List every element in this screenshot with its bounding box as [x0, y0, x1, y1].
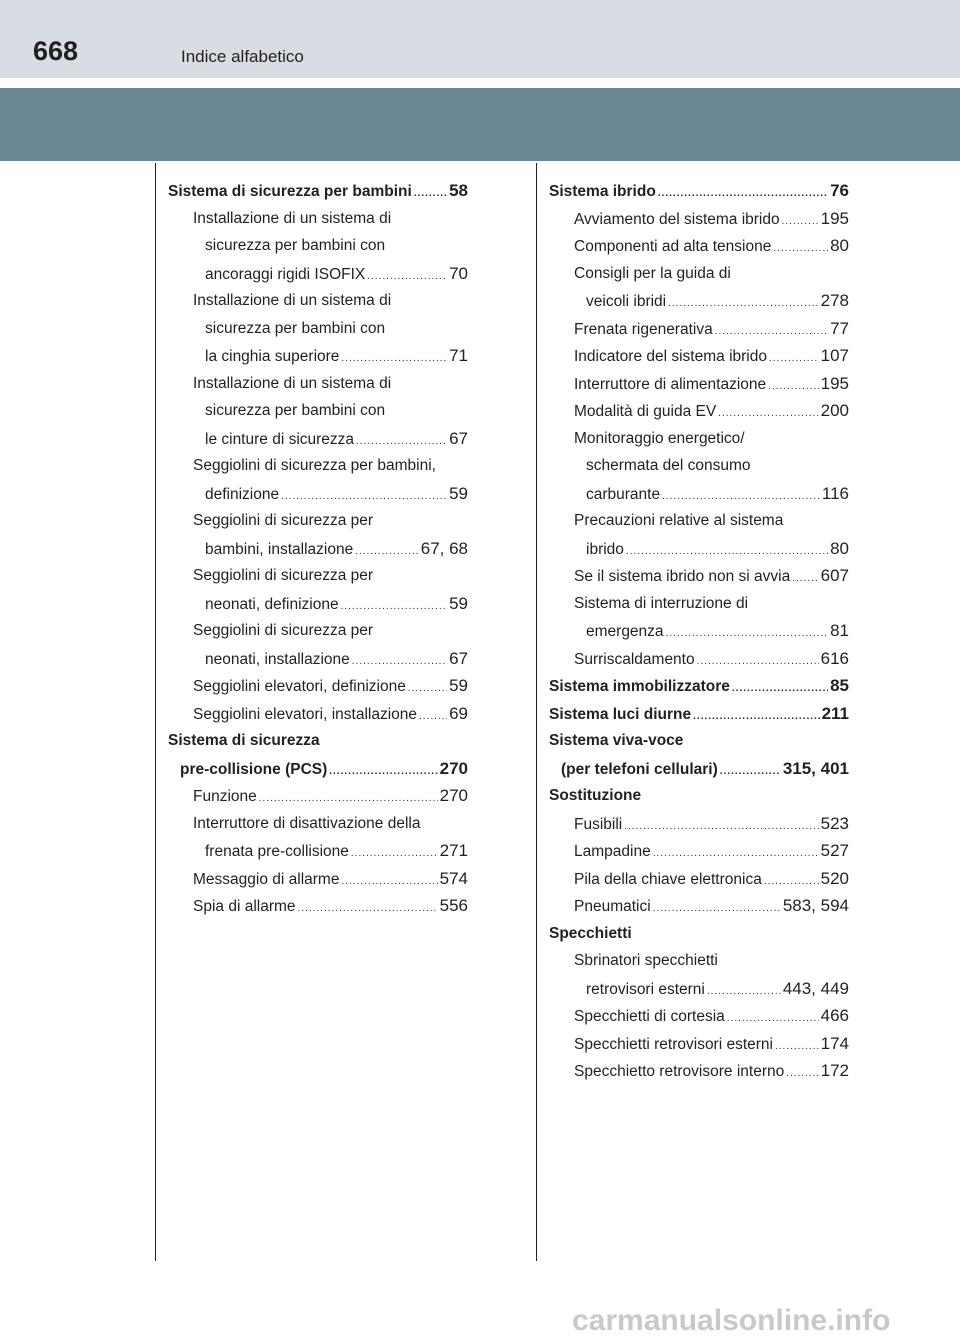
index-sub-entry [168, 672, 468, 700]
entry-text: sicurezza per bambini con [205, 237, 386, 254]
dot-leader [782, 208, 819, 236]
dot-leader [355, 538, 419, 566]
index-sub-entry [549, 205, 849, 233]
entry-text: Monitoraggio energetico/ [574, 429, 745, 447]
dot-leader [281, 483, 447, 511]
page-reference: 520 [820, 868, 849, 888]
entry-text: Installazione di un sistema di [193, 374, 392, 392]
entry-text: Funzione [193, 788, 257, 805]
page-reference: 71 [449, 346, 468, 365]
page-reference: 58 [449, 181, 468, 200]
index-sub-entry [168, 562, 468, 590]
entry-text: le cinture di sicurezza [205, 430, 355, 448]
index-sub-entry [549, 452, 849, 480]
dot-leader [668, 290, 819, 318]
index-sub-entry [168, 535, 468, 563]
page-reference: 67 [449, 648, 468, 668]
entry-text: pre-collisione (PCS) [180, 760, 328, 778]
dot-leader [341, 593, 448, 621]
entry-text: (per telefoni cellulari) [561, 760, 718, 778]
entry-text: Fusibili [574, 815, 623, 833]
entry-text: neonati, definizione [205, 595, 339, 613]
entry-text: Pneumatici [574, 898, 651, 915]
entry-text: retrovisori esterni [586, 980, 705, 998]
index-sub-entry [549, 260, 849, 288]
dot-leader [367, 263, 447, 291]
dot-leader [715, 318, 828, 346]
index-sub-entry [549, 232, 849, 260]
entry-text: Interruttore di disattivazione della [193, 814, 421, 832]
dot-leader [764, 868, 819, 896]
index-main-entry [549, 672, 849, 700]
page-reference: 70 [449, 263, 468, 283]
index-sub-entry [549, 370, 849, 398]
index-sub-entry [168, 287, 468, 315]
entry-text: Sistema ibrido [549, 183, 656, 200]
page-reference: 574 [439, 868, 468, 888]
index-sub-entry [549, 837, 849, 865]
index-sub-entry [168, 590, 468, 618]
index-sub-entry [549, 810, 849, 838]
page-reference: 195 [820, 373, 849, 393]
index-sub-entry [168, 260, 468, 288]
entry-text: Sbrinatori specchietti [574, 952, 718, 969]
entry-text: Sistema di sicurezza per bambini [168, 183, 412, 200]
page-reference: 81 [830, 621, 849, 640]
dot-leader [298, 895, 438, 923]
dot-leader [259, 785, 438, 813]
dot-leader [792, 565, 818, 593]
page-reference: 174 [820, 1033, 849, 1053]
dot-leader [626, 538, 828, 566]
entry-text: Specchietti retrovisori esterni [574, 1035, 773, 1053]
header-band [0, 0, 960, 78]
index-sub-entry [549, 287, 849, 315]
entry-text: sicurezza per bambini con [205, 319, 386, 337]
entry-text: Se il sistema ibrido non si avvia [574, 568, 791, 585]
dot-leader [769, 345, 819, 373]
dot-leader [666, 620, 829, 648]
index-sub-entry [168, 782, 468, 810]
entry-text: Pila della chiave elettronica [574, 870, 762, 888]
entry-text: emergenza [586, 623, 664, 640]
page-reference: 443, 449 [782, 978, 849, 998]
entry-text: Specchietto retrovisore interno [574, 1063, 785, 1080]
entry-text: Frenata rigenerativa [574, 320, 713, 338]
page-reference: 67 [449, 428, 468, 448]
page-reference: 583, 594 [782, 896, 849, 915]
entry-text: veicoli ibridi [586, 293, 667, 310]
dot-leader [720, 758, 781, 786]
dot-leader [653, 840, 819, 868]
page-reference: 85 [830, 676, 849, 695]
index-main-entry [549, 782, 849, 810]
index-sub-entry [168, 507, 468, 535]
entry-text: Avviamento del sistema ibrido [574, 210, 780, 228]
dot-leader [329, 758, 437, 786]
index-column-right [549, 177, 849, 1085]
page-reference: 67, 68 [420, 538, 468, 558]
dot-leader [768, 373, 818, 401]
page-number: 668 [33, 36, 79, 66]
index-sub-entry [549, 947, 849, 975]
entry-text: Spia di allarme [193, 898, 296, 915]
index-main-entry [168, 177, 468, 205]
column-divider-right [536, 163, 537, 1261]
dot-leader [658, 180, 828, 208]
entry-text: Seggiolini di sicurezza per [193, 622, 374, 639]
page-reference: 69 [449, 703, 468, 723]
entry-text: Sostituzione [549, 787, 642, 804]
dot-leader [786, 1060, 818, 1088]
index-sub-entry [168, 837, 468, 865]
entry-text: Seggiolini elevatori, installazione [193, 705, 418, 723]
dot-leader [341, 868, 437, 896]
index-sub-entry [168, 755, 468, 783]
entry-text: Specchietti [549, 924, 632, 942]
entry-text: ancoraggi rigidi ISOFIX [205, 265, 366, 283]
entry-text: Seggiolini di sicurezza per [193, 512, 374, 529]
entry-text: Interruttore di alimentazione [574, 375, 767, 393]
index-sub-entry [168, 370, 468, 398]
entry-text: Sistema luci diurne [549, 705, 692, 723]
page-reference: 315, 401 [782, 758, 849, 778]
page-reference: 76 [830, 181, 849, 200]
index-sub-entry [168, 645, 468, 673]
index-sub-entry [168, 617, 468, 645]
index-column-left [168, 177, 468, 920]
index-sub-entry [549, 562, 849, 590]
entry-text: Modalità di guida EV [574, 403, 717, 420]
decorative-band [0, 88, 960, 161]
index-sub-entry [549, 1057, 849, 1085]
page-reference: 271 [439, 841, 468, 860]
entry-text: Surriscaldamento [574, 650, 695, 668]
dot-leader [775, 1033, 819, 1061]
entry-text: Lampadine [574, 843, 651, 860]
entry-text: Installazione di un sistema di [193, 292, 392, 309]
dot-leader [653, 895, 781, 923]
entry-text: ibrido [586, 540, 624, 558]
index-sub-entry [549, 342, 849, 370]
index-sub-entry [168, 232, 468, 260]
entry-text: sicurezza per bambini con [205, 402, 386, 419]
entry-text: Messaggio di allarme [193, 870, 340, 888]
index-sub-entry [549, 755, 849, 783]
page-reference: 80 [830, 538, 849, 558]
entry-text: Sistema di sicurezza [168, 732, 320, 749]
entry-text: Sistema immobilizzatore [549, 678, 730, 695]
page-reference: 523 [820, 813, 849, 833]
dot-leader [419, 703, 447, 731]
page-reference: 466 [820, 1006, 849, 1025]
page-reference: 527 [820, 841, 849, 860]
index-sub-entry [168, 892, 468, 920]
dot-leader [414, 180, 447, 208]
entry-text: Componenti ad alta tensione [574, 238, 772, 255]
entry-text: Specchietti di cortesia [574, 1008, 725, 1025]
dot-leader [707, 978, 781, 1006]
page-reference: 59 [449, 593, 468, 613]
entry-text: Installazione di un sistema di [193, 209, 392, 227]
page-reference: 80 [830, 236, 849, 255]
dot-leader [662, 483, 820, 511]
page-reference: 270 [439, 758, 468, 778]
page-reference: 107 [820, 346, 849, 365]
entry-text: frenata pre-collisione [205, 843, 349, 860]
index-sub-entry [168, 425, 468, 453]
index-main-entry [549, 700, 849, 728]
index-sub-entry [168, 700, 468, 728]
entry-text: Seggiolini elevatori, definizione [193, 678, 406, 695]
index-sub-entry [549, 425, 849, 453]
entry-text: Sistema viva-voce [549, 732, 684, 749]
index-sub-entry [549, 617, 849, 645]
page-reference: 278 [820, 291, 849, 310]
index-sub-entry [549, 865, 849, 893]
entry-text: neonati, installazione [205, 650, 350, 668]
index-sub-entry [549, 1002, 849, 1030]
dot-leader [697, 648, 819, 676]
page-reference: 616 [820, 648, 849, 668]
entry-text: Seggiolini di sicurezza per bambini, [193, 457, 436, 474]
page-reference: 172 [820, 1061, 849, 1080]
page-reference: 195 [820, 208, 849, 228]
page-reference: 116 [821, 483, 849, 503]
page-reference: 607 [820, 566, 849, 585]
index-sub-entry [549, 507, 849, 535]
index-sub-entry [549, 315, 849, 343]
page-reference: 556 [439, 896, 468, 915]
entry-text: carburante [586, 485, 661, 503]
dot-leader [352, 648, 447, 676]
dot-leader [408, 675, 447, 703]
section-title: Indice alfabetico [181, 47, 304, 66]
dot-leader [727, 1005, 819, 1033]
entry-text: definizione [205, 485, 280, 503]
entry-text: Precauzioni relative al sistema [574, 512, 784, 529]
entry-text: la cinghia superiore [205, 348, 340, 365]
dot-leader [624, 813, 818, 841]
header-separator [0, 78, 960, 88]
page-reference: 59 [449, 483, 468, 503]
entry-text: Consigli per la guida di [574, 264, 731, 282]
index-main-entry [549, 727, 849, 755]
dot-leader [693, 703, 819, 731]
index-sub-entry [168, 205, 468, 233]
watermark: carmanualsonline.info [572, 1304, 891, 1337]
index-sub-entry [168, 865, 468, 893]
page-reference: 200 [820, 401, 849, 420]
entry-text: schermata del consumo [586, 457, 751, 474]
dot-leader [351, 840, 438, 868]
index-sub-entry [549, 645, 849, 673]
index-sub-entry [168, 397, 468, 425]
index-main-entry [168, 727, 468, 755]
index-main-entry [549, 920, 849, 948]
index-sub-entry [549, 1030, 849, 1058]
index-sub-entry [549, 975, 849, 1003]
index-sub-entry [549, 892, 849, 920]
index-sub-entry [168, 342, 468, 370]
entry-text: bambini, installazione [205, 540, 354, 558]
dot-leader [773, 235, 828, 263]
dot-leader [732, 675, 828, 703]
index-sub-entry [549, 590, 849, 618]
index-sub-entry [549, 397, 849, 425]
dot-leader [341, 345, 447, 373]
entry-text: Seggiolini di sicurezza per [193, 567, 374, 584]
column-divider-left [155, 163, 156, 1261]
index-sub-entry [549, 480, 849, 508]
index-sub-entry [549, 535, 849, 563]
index-sub-entry [168, 810, 468, 838]
index-main-entry [549, 177, 849, 205]
index-sub-entry [168, 452, 468, 480]
page-reference: 77 [830, 318, 849, 338]
dot-leader [356, 428, 447, 456]
entry-text: Sistema di interruzione di [574, 594, 749, 612]
page-reference: 270 [439, 786, 468, 805]
dot-leader [718, 400, 818, 428]
page-reference: 211 [821, 703, 849, 723]
index-sub-entry [168, 480, 468, 508]
index-sub-entry [168, 315, 468, 343]
entry-text: Indicatore del sistema ibrido [574, 348, 767, 365]
page-reference: 59 [449, 676, 468, 695]
